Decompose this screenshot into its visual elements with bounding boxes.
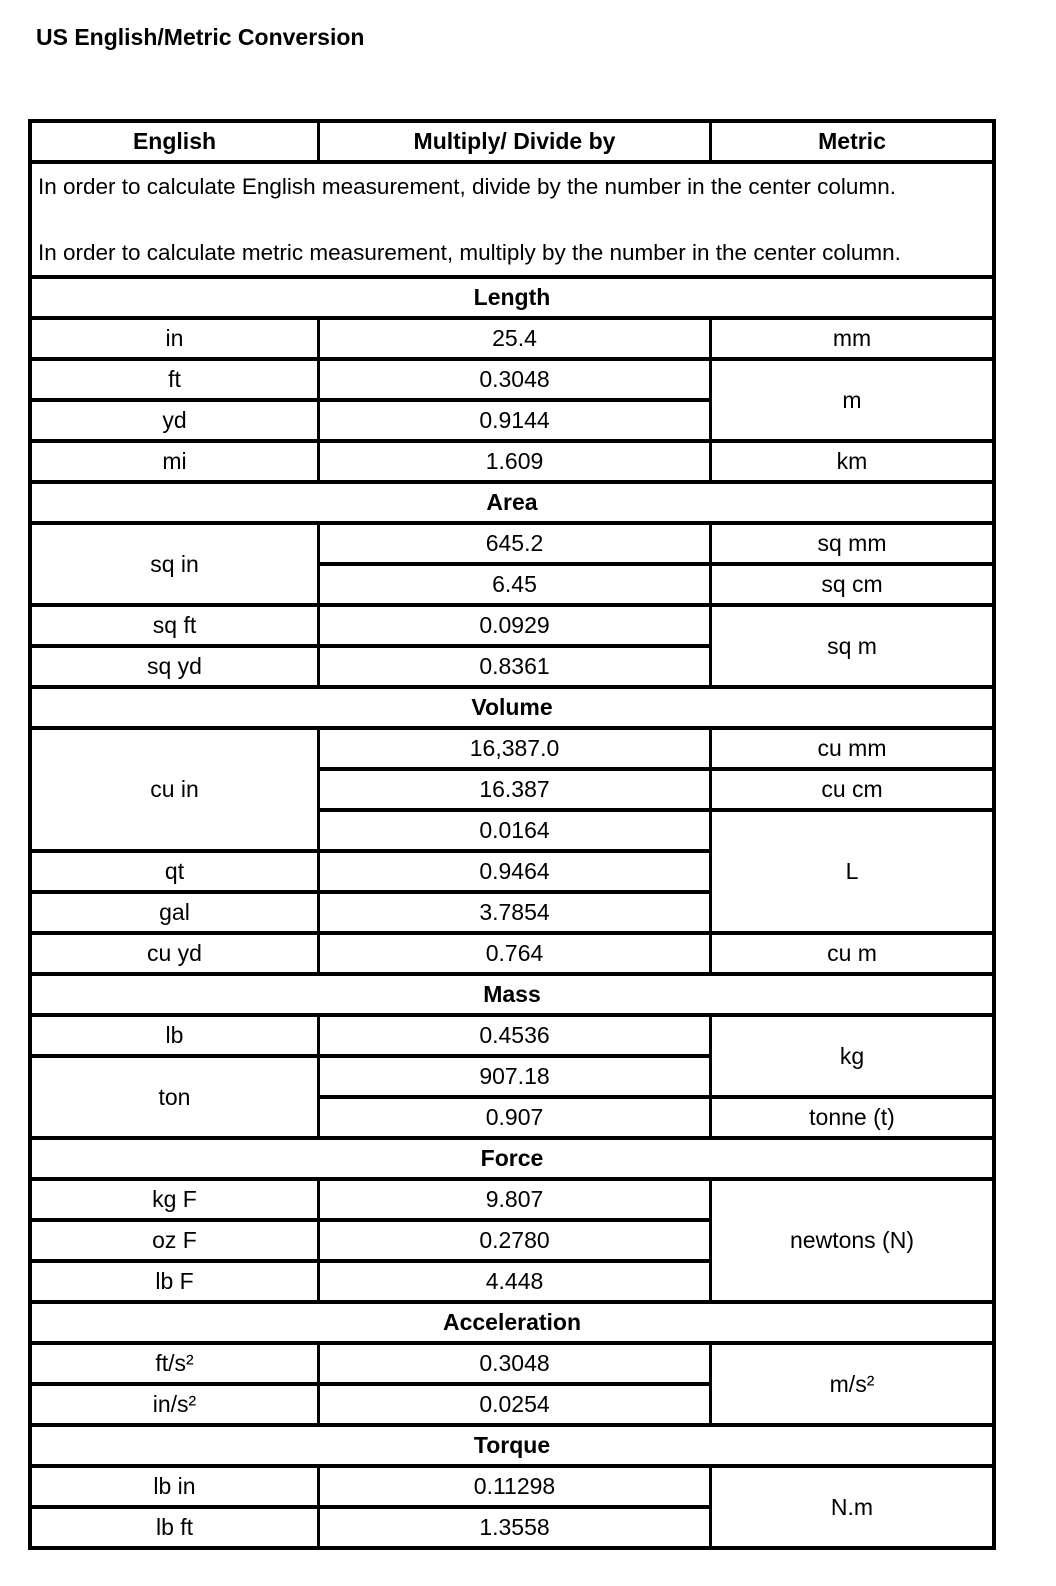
header-english: English — [32, 123, 320, 164]
metric-unit: m — [712, 361, 992, 443]
factor-value: 25.4 — [320, 320, 712, 361]
metric-unit: L — [712, 812, 992, 935]
factor-value: 0.9464 — [320, 853, 712, 894]
english-unit: cu in — [32, 730, 320, 853]
conversion-table — [28, 119, 996, 1550]
english-unit: sq yd — [32, 648, 320, 689]
section-row — [32, 279, 992, 320]
english-unit: gal — [32, 894, 320, 935]
english-unit: sq in — [32, 525, 320, 607]
conversion-row — [32, 525, 992, 566]
section-row — [32, 976, 992, 1017]
instructions-note — [32, 164, 992, 279]
metric-unit: newtons (N) — [712, 1181, 992, 1304]
conversion-row — [32, 320, 992, 361]
english-unit: oz F — [32, 1222, 320, 1263]
section-heading: Acceleration — [32, 1304, 992, 1345]
english-unit: in — [32, 320, 320, 361]
instructions-row — [32, 164, 992, 279]
conversion-row — [32, 1468, 992, 1509]
section-row — [32, 1427, 992, 1468]
english-unit: kg F — [32, 1181, 320, 1222]
conversion-row — [32, 730, 992, 771]
metric-unit: km — [712, 443, 992, 484]
section-heading: Mass — [32, 976, 992, 1017]
metric-unit: cu m — [712, 935, 992, 976]
metric-unit: sq cm — [712, 566, 992, 607]
header-metric: Metric — [712, 123, 992, 164]
factor-value: 907.18 — [320, 1058, 712, 1099]
section-row — [32, 1140, 992, 1181]
factor-value: 0.4536 — [320, 1017, 712, 1058]
factor-value: 0.0254 — [320, 1386, 712, 1427]
factor-value: 9.807 — [320, 1181, 712, 1222]
instruction-metric: In order to calculate metric measurement, multiply by the number in the center column. — [38, 240, 901, 265]
metric-unit: kg — [712, 1017, 992, 1099]
english-unit: ton — [32, 1058, 320, 1140]
factor-value: 6.45 — [320, 566, 712, 607]
factor-value: 16,387.0 — [320, 730, 712, 771]
factor-value: 0.907 — [320, 1099, 712, 1140]
page-title: US English/Metric Conversion — [36, 24, 365, 50]
english-unit: lb — [32, 1017, 320, 1058]
section-heading: Torque — [32, 1427, 992, 1468]
factor-value: 0.0164 — [320, 812, 712, 853]
english-unit: mi — [32, 443, 320, 484]
metric-unit: m/s² — [712, 1345, 992, 1427]
section-row — [32, 484, 992, 525]
conversion-row — [32, 1181, 992, 1222]
conversion-row — [32, 935, 992, 976]
metric-unit: N.m — [830, 1493, 874, 1520]
factor-value: 0.8361 — [320, 648, 712, 689]
english-unit: lb in — [32, 1468, 320, 1509]
metric-unit: mm — [712, 320, 992, 361]
section-heading: Length — [32, 279, 992, 320]
factor-value: 0.3048 — [320, 361, 712, 402]
factor-value: 0.764 — [320, 935, 712, 976]
factor-value: 0.2780 — [320, 1222, 712, 1263]
conversion-row — [32, 361, 992, 402]
english-unit: in/s² — [32, 1386, 320, 1427]
english-unit: qt — [32, 853, 320, 894]
factor-value: 0.0929 — [320, 607, 712, 648]
factor-value: 3.7854 — [320, 894, 712, 935]
english-unit: lb ft — [32, 1509, 320, 1546]
factor-value: 645.2 — [320, 525, 712, 566]
english-unit: sq ft — [32, 607, 320, 648]
section-row — [32, 689, 992, 730]
english-unit: ft/s² — [32, 1345, 320, 1386]
section-row — [32, 1304, 992, 1345]
factor-value: 0.11298 — [320, 1468, 712, 1509]
metric-unit: cu mm — [712, 730, 992, 771]
metric-unit: sq m — [712, 607, 992, 689]
factor-value: 0.3048 — [320, 1345, 712, 1386]
metric-unit: sq mm — [712, 525, 992, 566]
conversion-row — [32, 607, 992, 648]
english-unit: ft — [32, 361, 320, 402]
english-unit: lb F — [32, 1263, 320, 1304]
factor-value: 4.448 — [320, 1263, 712, 1304]
header-row — [32, 123, 992, 164]
metric-unit: tonne (t) — [712, 1099, 992, 1140]
factor-value: 0.9144 — [320, 402, 712, 443]
factor-value: 1.3558 — [320, 1509, 712, 1546]
metric-unit: cu cm — [712, 771, 992, 812]
header-multiply-divide: Multiply/ Divide by — [320, 123, 712, 164]
english-unit: yd — [32, 402, 320, 443]
section-heading: Force — [32, 1140, 992, 1181]
english-unit: cu yd — [32, 935, 320, 976]
conversion-row — [32, 443, 992, 484]
conversion-row — [32, 1345, 992, 1386]
instruction-english: In order to calculate English measurement, divide by the number in the center column. — [38, 174, 896, 199]
factor-value: 16.387 — [320, 771, 712, 812]
section-heading: Area — [32, 484, 992, 525]
section-heading: Volume — [32, 689, 992, 730]
conversion-row — [32, 1017, 992, 1058]
factor-value: 1.609 — [320, 443, 712, 484]
